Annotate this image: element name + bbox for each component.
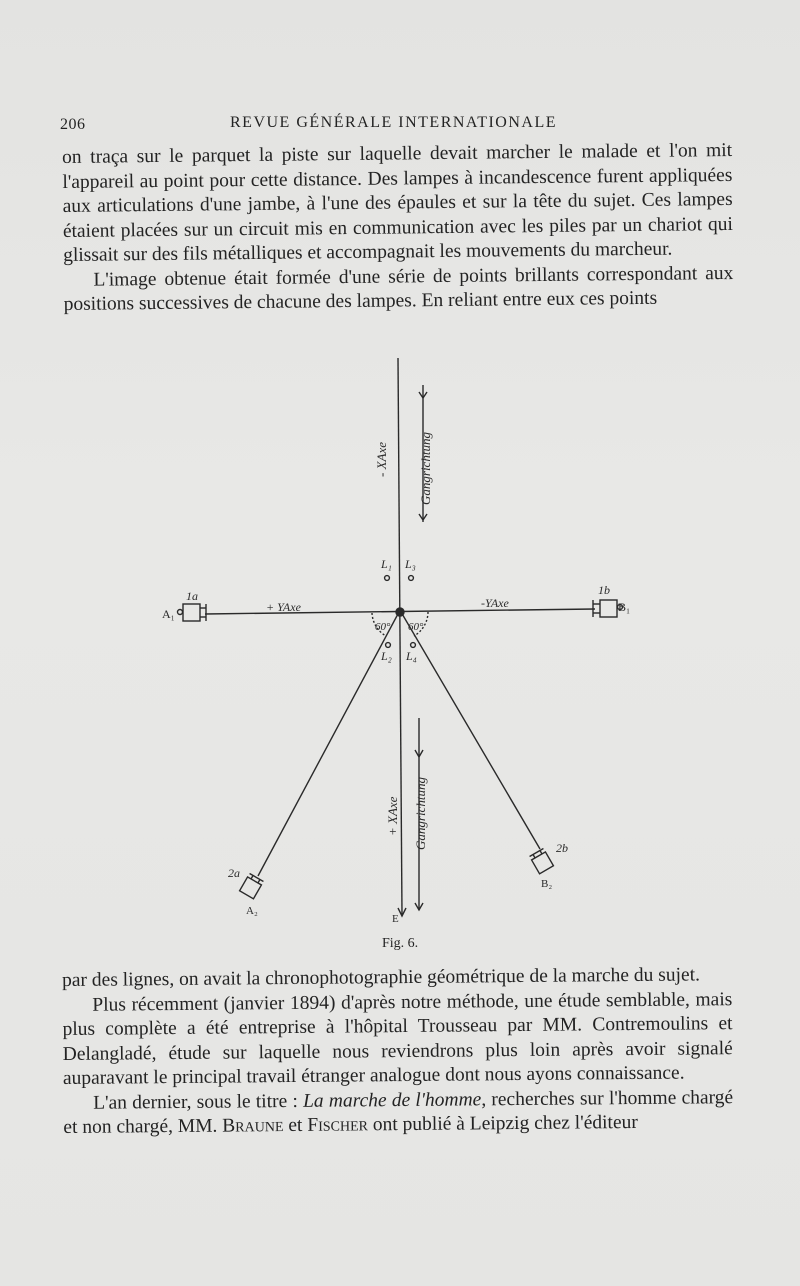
top-text-block [62,139,734,318]
paragraph-3: par des lignes, on avait la chronophotographie géométrique de la marche du sujet. [62,964,701,991]
camera-1a-icon [178,604,207,621]
angle-left-label: 60° [375,621,391,633]
angle-right-label: 60° [408,621,424,633]
author-braune: Braune [222,1115,284,1137]
paragraph-5-part-1: L'an dernier, sous le titre : [93,1090,304,1114]
y-axis-line [205,609,595,614]
point-b1-label: B₁ [618,600,631,614]
neg-x-axis-label: - XAxe [374,441,389,477]
paragraph-2: L'image obtenue était formée d'une série de points brillants correspondant aux positions successives de chacune des lampes. En reliant entre eux ces points [63,262,734,315]
point-a1-label: A₁ [162,607,175,621]
point-e-label: E [392,913,399,925]
paragraph-5-part-2: , recherches sur l'homme chargé et non chargé, MM. [63,1086,734,1138]
gangrichtung-bottom-label: Gangrichtung [413,777,428,850]
arrow-head-bottom-2 [415,903,423,910]
paragraph-5 [63,1086,733,1141]
angle-arc-left [372,613,386,636]
camera-2a-icon [240,873,264,898]
arrow-head-top-1 [419,392,427,398]
lamp-l1-label: L₁ [381,557,392,571]
arrow-head-e [398,908,406,916]
author-fischer: Fischer [307,1114,369,1136]
camera-2a-line [258,612,399,876]
camera-2b-label: 2b [556,841,568,855]
camera-2b-icon [530,848,554,873]
paragraph-4: Plus récemment (janvier 1894) d'après notre méthode, une étude semblable, mais plus complète a été entreprise à l'hôpital Trousseau par MM. Contremoulins et Delangladé, étude sur laquelle nous reviendrons plus loin après avoir signalé auparavant le principal travail étranger analogue dont nous ayons connaissance. [62,988,733,1089]
bottom-text-block [62,963,733,1140]
camera-2b-line [401,612,540,849]
lamp-l3-dot [409,576,414,581]
figure-caption: Fig. 6. [382,936,419,951]
camera-2a-label: 2a [228,866,240,880]
paragraph-5-part-4: ont publié à Leipzig chez l'éditeur [367,1111,638,1136]
lamp-l3-label: L₃ [405,557,416,571]
page-number: 206 [60,116,86,133]
neg-y-axis-label: -YAxe [481,596,509,610]
lamp-l4-dot [411,643,416,648]
lamp-l1-dot [385,576,390,581]
x-axis-line [398,358,402,915]
angle-arc-right [414,612,428,636]
origin-point [396,608,404,616]
lamp-l4-label: L₄ [406,649,417,663]
lamp-l2-label: L₂ [381,649,392,663]
paragraph-1: on traça sur le parquet la piste sur laquelle devait marcher le malade et l'on mit l'appareil au point pour cette distance. Des lampes à incandescence furent appliquées aux articulations d'une jambe, à l'une des épaules et sur la tête du sujet. Ces lampes étaient placées sur un circuit mis en communication avec les piles par un chariot qui glissait sur des fils métalliques et accompagnait les mouvements du marcheur. [62,139,733,266]
camera-1b-label: 1b [598,583,610,597]
lamp-l2-dot [386,643,391,648]
pos-y-axis-label: + YAxe [266,600,301,614]
camera-1a-label: 1a [186,589,198,603]
arrow-head-top-2 [419,514,427,520]
point-a2-label: A₂ [246,905,258,917]
point-b2-label: B₂ [541,878,553,890]
pos-x-axis-label: + XAxe [385,796,400,836]
journal-title: REVUE GÉNÉRALE INTERNATIONALE [230,114,558,131]
book-title: La marche de l'homme [302,1088,482,1112]
running-head [60,116,740,140]
gangrichtung-top-label: Gangrichtung [418,432,433,505]
paragraph-5-part-3: et [283,1114,308,1137]
camera-1b-icon [593,600,623,617]
arrow-head-bottom-1 [415,750,423,757]
